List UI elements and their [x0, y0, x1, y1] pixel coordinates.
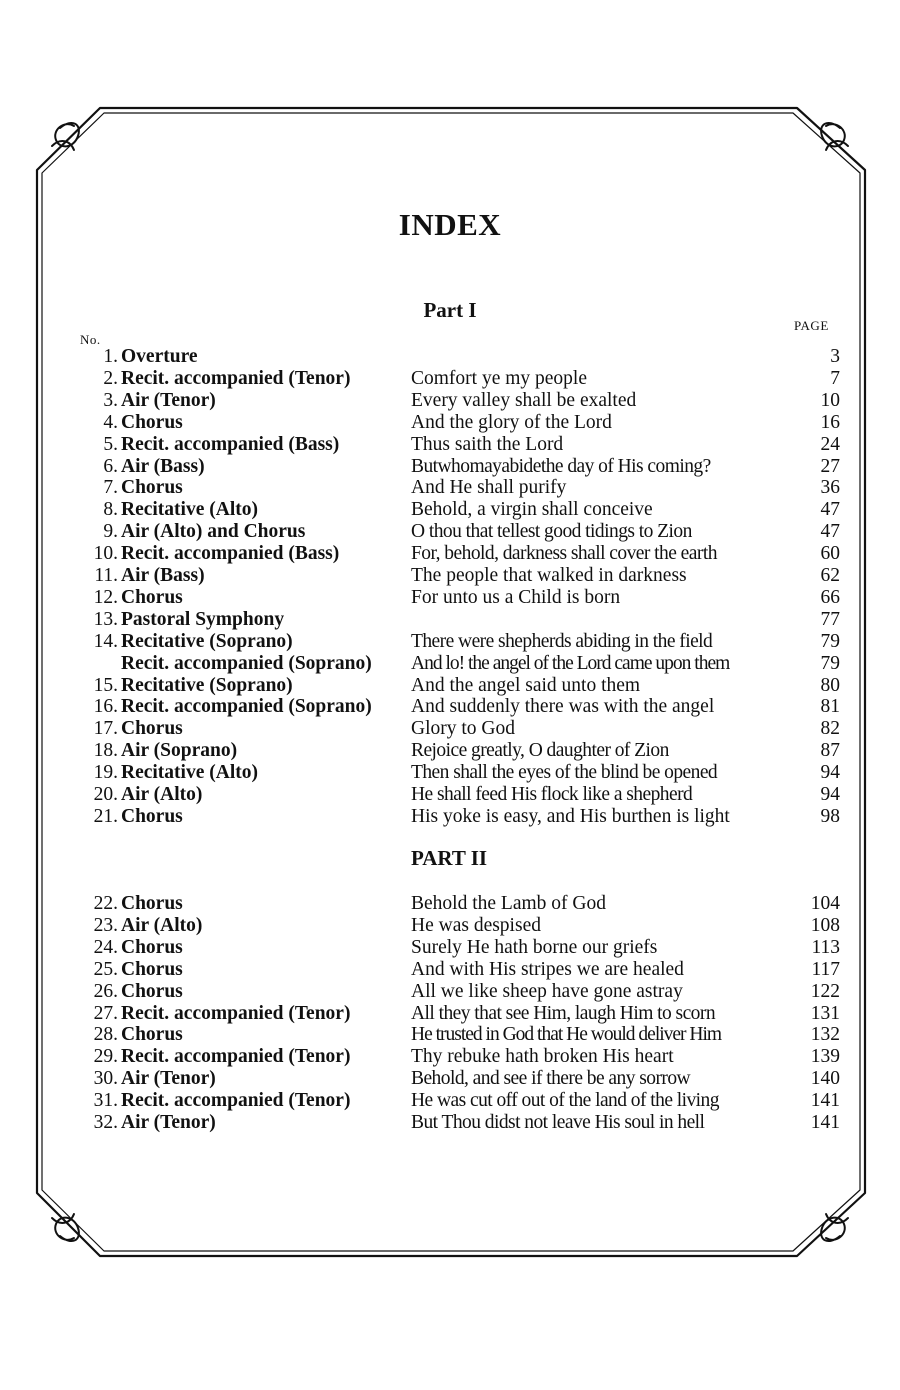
- entry-movement-type: Recit. accompanied (Soprano): [121, 696, 372, 718]
- entry-text: O thou that tellest good tidings to Zion: [411, 521, 692, 543]
- entry-number: 29.: [93, 1046, 118, 1068]
- page-column-label: PAGE: [794, 318, 829, 333]
- entry-number: 7.: [103, 477, 118, 499]
- entry-text: Comfort ye my people: [411, 367, 588, 389]
- entry-page: 66: [820, 586, 840, 608]
- entry-movement-type: Overture: [121, 346, 198, 367]
- entry-number: 23.: [93, 914, 118, 936]
- entry-page: 141: [810, 1112, 840, 1133]
- entry-movement-type: Chorus: [121, 958, 183, 980]
- entry-movement-type: Air (Alto) and Chorus: [121, 521, 306, 543]
- entry-number: 21.: [93, 805, 118, 827]
- index-entry: [78, 784, 842, 806]
- entry-page: 82: [820, 718, 840, 740]
- index-entry: [78, 1112, 842, 1134]
- entry-movement-type: Chorus: [121, 936, 183, 958]
- entry-page: 81: [820, 696, 840, 718]
- entry-page: 122: [810, 980, 840, 1002]
- entry-text: Then shall the eyes of the blind be opened: [411, 762, 718, 784]
- index-entry: [78, 565, 842, 587]
- entry-page: 113: [811, 936, 840, 958]
- entry-movement-type: Recitative (Soprano): [121, 674, 293, 696]
- entry-text: Glory to God: [411, 718, 515, 740]
- index-entry: [78, 937, 842, 959]
- index-entry: [78, 1024, 842, 1046]
- part-1-heading: Part I: [423, 298, 477, 322]
- entry-page: 140: [810, 1068, 840, 1090]
- entry-movement-type: Recit. accompanied (Tenor): [121, 1002, 351, 1024]
- entry-number: 16.: [93, 696, 118, 718]
- entry-page: 98: [820, 805, 840, 827]
- entry-page: 47: [820, 521, 840, 543]
- entry-page: 36: [820, 477, 840, 499]
- entry-movement-type: Chorus: [121, 718, 183, 740]
- entry-number: 6.: [103, 455, 118, 477]
- entry-page: 79: [820, 630, 840, 652]
- index-entry: [78, 368, 842, 390]
- entry-movement-type: Recit. accompanied (Bass): [121, 433, 340, 455]
- index-entry: [78, 675, 842, 697]
- entry-page: 87: [820, 740, 840, 762]
- entry-number: 14.: [93, 630, 118, 652]
- entry-movement-type: Chorus: [121, 805, 183, 827]
- index-entry: [78, 762, 842, 784]
- index-entry: [78, 499, 842, 521]
- entry-text: Thy rebuke hath broken His heart: [411, 1046, 674, 1068]
- entry-page: 77: [820, 608, 840, 630]
- entry-movement-type: Air (Alto): [121, 784, 203, 805]
- entry-movement-type: Chorus: [121, 586, 183, 608]
- entry-number: 11.: [94, 565, 118, 586]
- entry-text: And He shall purify: [411, 477, 567, 499]
- entry-number: 17.: [93, 718, 118, 740]
- entry-number: 27.: [93, 1002, 118, 1024]
- entry-page: 47: [820, 499, 840, 521]
- entry-number: 9.: [103, 521, 118, 543]
- index-entry: [78, 456, 842, 478]
- entry-text: He shall feed His flock like a shepherd: [411, 784, 693, 805]
- entry-movement-type: Air (Alto): [121, 914, 203, 936]
- entry-number: 4.: [103, 411, 118, 433]
- page-title: INDEX: [398, 207, 502, 242]
- entry-page: 131: [810, 1002, 840, 1024]
- entry-page: 132: [810, 1024, 840, 1046]
- entry-page: 16: [820, 411, 840, 433]
- entry-number: 5.: [103, 433, 118, 455]
- entry-movement-type: Air (Bass): [121, 565, 205, 586]
- entry-number: 28.: [93, 1024, 118, 1046]
- entry-text: Surely He hath borne our griefs: [411, 936, 658, 958]
- index-entry: [78, 587, 842, 609]
- entry-text: And the glory of the Lord: [411, 411, 612, 433]
- entry-page: 24: [820, 433, 840, 455]
- index-entry: [78, 740, 842, 762]
- index-entry: [78, 346, 842, 368]
- entry-movement-type: Air (Tenor): [121, 389, 216, 411]
- entry-movement-type: Recit. accompanied (Tenor): [121, 1090, 351, 1112]
- entry-number: 30.: [93, 1068, 118, 1090]
- entry-number: 2.: [103, 367, 118, 389]
- index-entry: [78, 543, 842, 565]
- entry-movement-type: Air (Soprano): [121, 740, 238, 762]
- index-entry: [78, 718, 842, 740]
- part-2-heading: PART II: [411, 846, 488, 870]
- entry-text: For unto us a Child is born: [411, 586, 621, 608]
- entry-text: Butwhomayabidethe day of His coming?: [411, 455, 711, 477]
- entry-movement-type: Recit. accompanied (Soprano): [121, 652, 372, 674]
- entry-text: Rejoice greatly, O daughter of Zion: [411, 740, 669, 762]
- entry-movement-type: Pastoral Symphony: [121, 608, 285, 630]
- entry-movement-type: Air (Tenor): [121, 1068, 216, 1090]
- entry-number: 22.: [93, 893, 118, 914]
- entry-text: But Thou didst not leave His soul in hell: [411, 1112, 705, 1133]
- index-entry: [78, 893, 842, 915]
- entry-page: 94: [820, 784, 840, 805]
- entry-number: 1.: [103, 346, 118, 367]
- entry-text: Behold the Lamb of God: [411, 893, 606, 914]
- entry-number: 12.: [93, 586, 118, 608]
- entry-movement-type: Air (Bass): [121, 455, 205, 477]
- entry-movement-type: Recit. accompanied (Tenor): [121, 1046, 351, 1068]
- entry-number: 8.: [103, 499, 118, 521]
- entry-number: 24.: [93, 936, 118, 958]
- entry-text: All they that see Him, laugh Him to scorn: [411, 1002, 716, 1024]
- entry-page: 60: [820, 543, 840, 565]
- entry-movement-type: Recitative (Alto): [121, 499, 258, 521]
- index-entry: [78, 1068, 842, 1090]
- entry-page: 108: [810, 914, 840, 936]
- entry-text: His yoke is easy, and His burthen is light: [411, 805, 730, 827]
- entry-page: 7: [830, 367, 840, 389]
- entry-text: And lo! the angel of the Lord came upon them: [411, 652, 730, 674]
- entry-page: 104: [810, 893, 840, 914]
- entry-movement-type: Air (Tenor): [121, 1112, 216, 1133]
- entry-number: 3.: [103, 389, 118, 411]
- entry-text: And with His stripes we are healed: [411, 958, 684, 980]
- index-entry: [78, 1003, 842, 1025]
- index-entry: [78, 959, 842, 981]
- entry-text: He was cut off out of the land of the living: [411, 1090, 719, 1112]
- index-entry: [78, 653, 842, 675]
- entry-page: 27: [820, 455, 840, 477]
- entry-number: 19.: [93, 762, 118, 784]
- entry-number: 13.: [93, 608, 118, 630]
- entry-page: 80: [820, 674, 840, 696]
- entry-movement-type: Chorus: [121, 411, 183, 433]
- index-entry: [78, 477, 842, 499]
- entry-page: 94: [820, 762, 840, 784]
- index-entry: [78, 631, 842, 653]
- entry-text: The people that walked in darkness: [411, 565, 687, 586]
- index-entry: [78, 806, 842, 828]
- entry-movement-type: Recit. accompanied (Tenor): [121, 367, 351, 389]
- entry-movement-type: Chorus: [121, 477, 183, 499]
- entry-number: 15.: [93, 674, 118, 696]
- entry-text: All we like sheep have gone astray: [411, 980, 683, 1002]
- entry-number: 32.: [93, 1112, 118, 1133]
- entry-movement-type: Recitative (Soprano): [121, 630, 293, 652]
- index-entry: [78, 915, 842, 937]
- entry-page: 139: [810, 1046, 840, 1068]
- entry-text: Every valley shall be exalted: [411, 389, 637, 411]
- index-entry: [78, 696, 842, 718]
- index-entry: [78, 1090, 842, 1112]
- entry-text: Thus saith the Lord: [411, 433, 564, 455]
- entry-number: 31.: [93, 1090, 118, 1112]
- entry-text: Behold, a virgin shall conceive: [411, 499, 653, 521]
- entry-number: 26.: [93, 980, 118, 1002]
- entry-text: He was despised: [411, 914, 541, 936]
- entry-page: 117: [811, 958, 840, 980]
- entry-number: 18.: [93, 740, 118, 762]
- entry-movement-type: Chorus: [121, 1024, 183, 1046]
- entry-movement-type: Recit. accompanied (Bass): [121, 543, 340, 565]
- entry-text: There were shepherds abiding in the field: [411, 630, 713, 652]
- entry-text: And suddenly there was with the angel: [411, 696, 715, 718]
- entry-page: 62: [820, 565, 840, 586]
- entry-movement-type: Chorus: [121, 893, 183, 914]
- entry-movement-type: Chorus: [121, 980, 183, 1002]
- index-entry: [78, 1046, 842, 1068]
- entry-page: 141: [810, 1090, 840, 1112]
- index-entry: [78, 390, 842, 412]
- number-column-label: No.: [80, 332, 101, 347]
- entry-text: For, behold, darkness shall cover the earth: [411, 543, 717, 565]
- index-entry: [78, 609, 842, 631]
- entry-number: 25.: [93, 958, 118, 980]
- entry-text: And the angel said unto them: [411, 674, 641, 696]
- entry-page: 10: [820, 389, 840, 411]
- entry-page: 79: [820, 652, 840, 674]
- entry-number: 10.: [93, 543, 118, 565]
- entry-text: Behold, and see if there be any sorrow: [411, 1068, 691, 1090]
- index-entry: [78, 434, 842, 456]
- entry-page: 3: [830, 346, 840, 367]
- entry-number: 20.: [93, 784, 118, 805]
- index-entry: [78, 412, 842, 434]
- index-entry: [78, 521, 842, 543]
- entry-movement-type: Recitative (Alto): [121, 762, 258, 784]
- entry-text: He trusted in God that He would deliver Him: [411, 1024, 722, 1046]
- index-entry: [78, 981, 842, 1003]
